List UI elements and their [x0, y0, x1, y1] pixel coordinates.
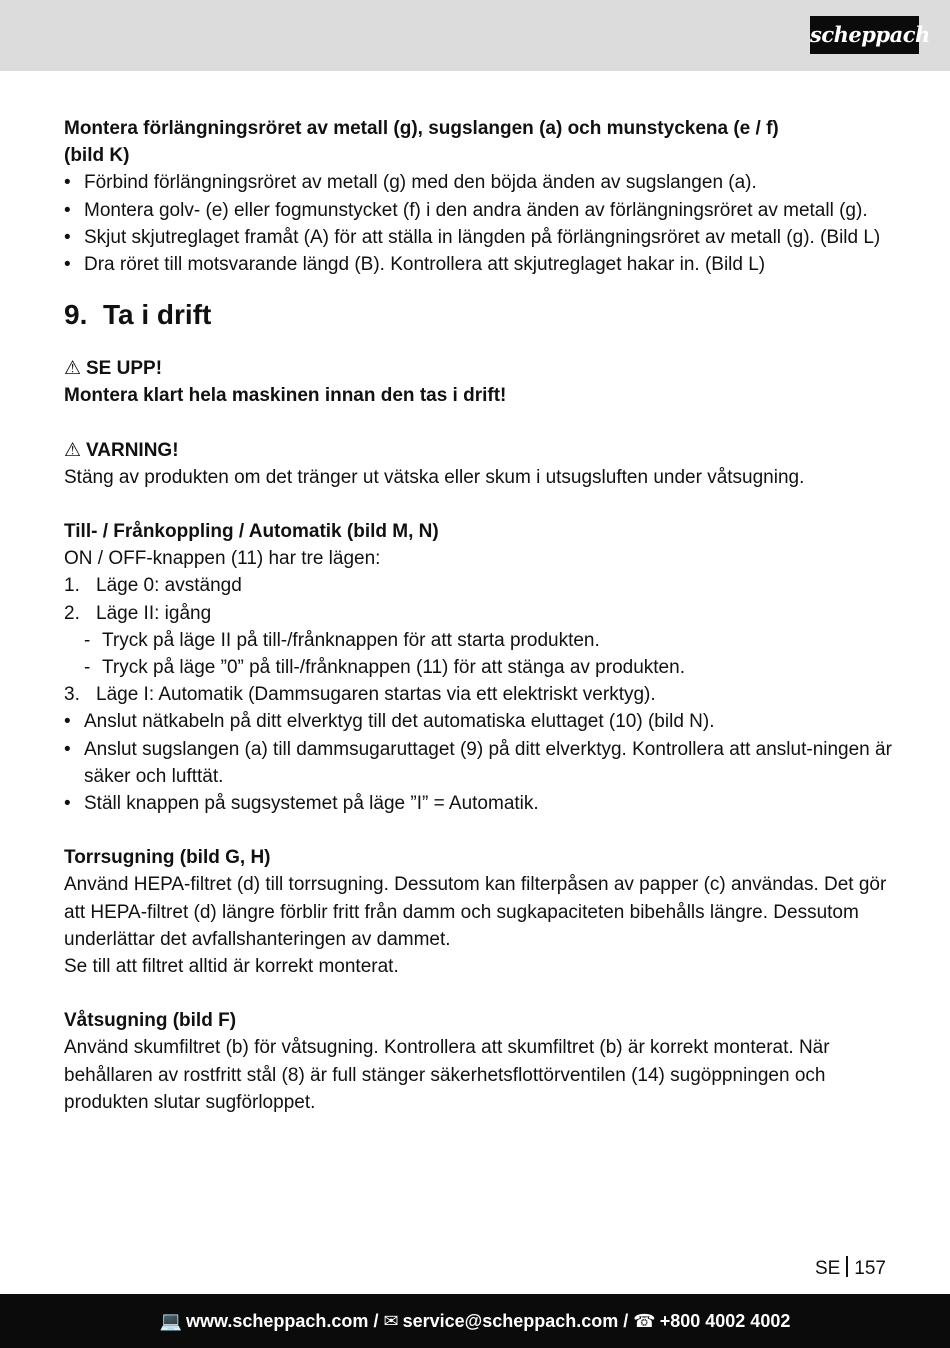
list-item: • Anslut nätkabeln på ditt elverktyg till det automatiska eluttaget (10) (bild N). [64, 711, 715, 733]
phone-icon: ☎ [633, 1311, 656, 1331]
scheppach-logo: scheppach [810, 16, 919, 54]
list-item: • Dra röret till motsvarande längd (B). Kontrollera att skjutreglaget hakar in. (Bild L) [64, 254, 766, 276]
warning-triangle-icon: ⚠ [64, 439, 82, 461]
numbered-item: 3. Läge I: Automatik (Dammsugaren startas via ett elektriskt verktyg). [64, 684, 656, 706]
warning-triangle-icon: ⚠ [64, 358, 82, 380]
section-mount-title: Montera förlängningsröret av metall (g), sugslangen (a) och munstyckena (e / f) (bild K) [64, 118, 779, 167]
dry-title: Torrsugning (bild G, H) [64, 847, 271, 869]
wet-title: Våtsugning (bild F) [64, 1010, 237, 1032]
wet-text: Använd skumfiltret (b) för våtsugning. Kontrollera att skumfiltret (b) är korrekt monterat. När behållaren av rostfritt stål (8) är full stänger säkerhetsflottörventilen (14) sugöppningen och produkten slutar sugförloppet. [64, 1037, 830, 1113]
page-number: SE 157 [814, 1258, 886, 1279]
caution-label: ⚠ SE UPP! [64, 355, 894, 382]
list-item: • Ställ knappen på sugsystemet på läge ”I” = Automatik. [64, 793, 539, 815]
sub-item: - Tryck på läge ”0” på till-/frånknappen (11) för att stänga av produkten. [84, 657, 685, 679]
sub-item: - Tryck på läge II på till-/frånknappen för att starta produkten. [84, 629, 600, 651]
warning-label: ⚠ VARNING! [64, 437, 894, 464]
numbered-item: 2. Läge II: igång [64, 602, 212, 624]
list-item: • Anslut sugslangen (a) till dammsugaruttaget (9) på ditt elverktyg. Kontrollera att anslut-ningen är säker och lufttät. [64, 738, 892, 787]
caution-text: Montera klart hela maskinen innan den tas i drift! [64, 385, 507, 407]
list-item: • Skjut skjutreglaget framåt (A) för att ställa in längden på förlängningsröret av metall (g). (Bild L) [64, 226, 881, 248]
website-link[interactable]: www.scheppach.com [186, 1311, 369, 1331]
email-link[interactable]: service@scheppach.com [402, 1311, 619, 1331]
page-content [64, 115, 894, 1116]
onoff-title: Till- / Frånkoppling / Automatik (bild M, N) [64, 521, 439, 543]
list-item: • Förbind förlängningsröret av metall (g) med den böjda änden av sugslangen (a). [64, 172, 757, 194]
top-bar [0, 0, 950, 71]
chapter-heading: 9. Ta i drift [64, 299, 212, 331]
dry-text: Använd HEPA-filtret (d) till torrsugning. Dessutom kan filterpåsen av papper (c) användas. Det gör att HEPA-filtret (d) längre förblir fritt från damm och sugkapaciteten bibehålls längre. Dessutom underlättar det avfallshanteringen av dammet. [64, 874, 887, 950]
warning-text: Stäng av produkten om det tränger ut vätska eller skum i utsugsluften under våtsugning. [64, 466, 805, 488]
computer-icon: 💻 [159, 1311, 183, 1331]
onoff-intro: ON / OFF-knappen (11) har tre lägen: [64, 548, 381, 570]
dry-text-2: Se till att filtret alltid är korrekt monterat. [64, 956, 399, 978]
numbered-item: 1. Läge 0: avstängd [64, 575, 242, 597]
phone-number: +800 4002 4002 [659, 1311, 791, 1331]
list-item: • Montera golv- (e) eller fogmunstycket (f) i den andra änden av förlängningsröret av metall (g). [64, 199, 868, 221]
mail-icon: ✉ [383, 1311, 399, 1331]
footer-bar: 💻 www.scheppach.com / ✉ service@scheppach.com / ☎ +800 4002 4002 [0, 1294, 950, 1348]
